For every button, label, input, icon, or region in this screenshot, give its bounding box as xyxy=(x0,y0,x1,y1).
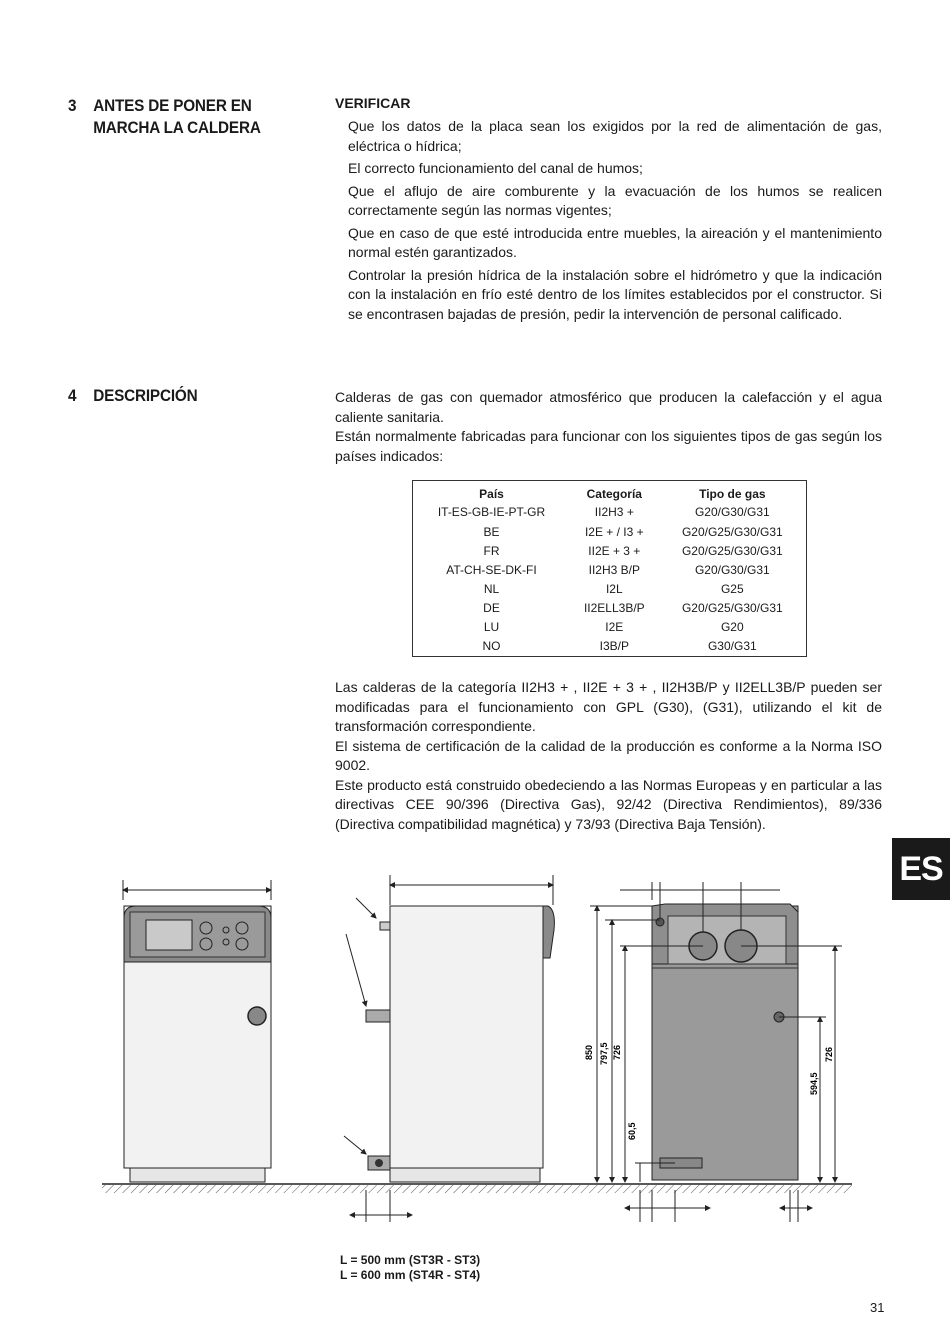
table-cell: II2H3 B/P xyxy=(588,562,640,577)
table-cell: AT-CH-SE-DK-FI xyxy=(446,562,537,577)
table-cell: G20/G30/G31 xyxy=(694,562,770,577)
description-body xyxy=(335,678,882,834)
table-cell: LU xyxy=(483,620,500,635)
dim-label: 797,5 xyxy=(599,1042,609,1065)
description-intro xyxy=(335,388,882,466)
verify-subheading: VERIFICAR xyxy=(335,95,411,111)
page-number: 31 xyxy=(870,1300,885,1315)
dim-label: 850 xyxy=(584,1044,594,1060)
column-header: País xyxy=(479,487,504,501)
table-cell: G20/G30/G31 xyxy=(694,505,770,520)
table-row xyxy=(413,637,807,657)
table-cell: NO xyxy=(482,639,501,654)
length-note: L = 500 mm (ST3R - ST3) xyxy=(340,1253,481,1267)
table-row xyxy=(413,599,807,618)
table-cell: NL xyxy=(483,581,500,596)
table-cell: G20 xyxy=(720,620,744,635)
table-cell: DE xyxy=(483,600,500,615)
section-3-title: ANTES DE PONER EN MARCHA LA CALDERA xyxy=(93,96,261,137)
column-header: Tipo de gas xyxy=(699,487,766,501)
verify-item: Controlar la presión hídrica de la instalación sobre el hidrómetro y que la indicación con la instalación en frío esté dentro de los límites establecidos por el constructor. Si se encontrasen bajadas de presión, pedir la intervención de personal calificado. xyxy=(348,266,882,322)
dim-label: 60,5 xyxy=(627,1122,637,1140)
dim-label: 594,5 xyxy=(809,1072,819,1095)
table-cell: II2H3 + xyxy=(594,505,634,520)
verify-item: Que los datos de la placa sean los exigidos por la red de alimentación de gas, eléctrica o hídrica; xyxy=(348,118,882,154)
table-row xyxy=(413,541,807,560)
table-row xyxy=(413,560,807,579)
table-cell: BE xyxy=(483,524,500,539)
gas-type-table xyxy=(412,480,807,657)
length-note: L = 600 mm (ST4R - ST4) xyxy=(340,1268,481,1282)
verify-item: Que el aflujo de aire comburente y la evacuación de los humos se realicen correctamente según las normas vigentes; xyxy=(348,182,882,218)
section-3-number: 3 xyxy=(68,96,77,115)
column-header: Categoría xyxy=(586,487,642,501)
dim-label: 726 xyxy=(612,1044,622,1060)
verify-item: El correcto funcionamiento del canal de humos; xyxy=(348,160,643,176)
verify-item: Que en caso de que esté introducida entre muebles, la aireación y el mantenimiento normal estén garantizados. xyxy=(348,224,882,260)
table-cell: I2E + / I3 + xyxy=(584,524,644,539)
table-cell: G30/G31 xyxy=(707,639,757,654)
side-view xyxy=(344,875,554,1222)
table-row xyxy=(413,522,807,541)
table-cell: G25 xyxy=(720,581,744,596)
table-cell: G20/G25/G30/G31 xyxy=(681,543,783,558)
table-cell: II2E + 3 + xyxy=(588,543,641,558)
table-cell: I3B/P xyxy=(599,639,629,654)
section-4-heading xyxy=(68,385,300,407)
table-header-row xyxy=(413,481,807,504)
boiler-dimension-drawing xyxy=(0,850,950,1230)
table-cell: I2L xyxy=(605,581,623,596)
floor xyxy=(102,1184,852,1193)
table-cell: IT-ES-GB-IE-PT-GR xyxy=(437,505,546,520)
front-view xyxy=(123,880,271,1182)
body-paragraph: El sistema de certificación de la calidad de la producción es conforme a la Norma ISO 9002. xyxy=(335,737,882,773)
section-3-heading xyxy=(68,95,300,139)
intro-paragraph: Calderas de gas con quemador atmosférico que producen la calefacción y el agua caliente sanitaria. xyxy=(335,389,882,425)
verify-list xyxy=(348,117,882,327)
intro-paragraph: Están normalmente fabricadas para funcionar con los siguientes tipos de gas según los países indicados: xyxy=(335,428,882,464)
table-cell: G20/G25/G30/G31 xyxy=(681,600,783,615)
table-cell: FR xyxy=(483,543,500,558)
dim-label: 726 xyxy=(824,1046,834,1062)
rear-view xyxy=(584,882,842,1222)
section-4-number: 4 xyxy=(68,386,77,405)
language-tab: ES xyxy=(892,838,950,900)
table-row xyxy=(413,503,807,522)
body-paragraph: Este producto está construido obedeciendo a las Normas Europeas y en particular a las directivas CEE 90/396 (Directiva Gas), 92/42 (Directiva Rendimientos), 89/336 (Directiva compatibilidad magnética) y 73/93 (Directiva Baja Tensión). xyxy=(335,776,882,832)
table-row xyxy=(413,579,807,598)
table-row xyxy=(413,618,807,637)
table-cell: G20/G25/G30/G31 xyxy=(681,524,783,539)
table-cell: I2E xyxy=(605,620,624,635)
section-4-title: DESCRIPCIÓN xyxy=(93,386,198,405)
table-cell: II2ELL3B/P xyxy=(583,600,645,615)
body-paragraph: Las calderas de la categoría II2H3 + , II2E + 3 + , II2H3B/P y II2ELL3B/P pueden ser modificadas para el funcionamiento con GPL (G30), (G31), utilizando el kit de transformación correspondiente. xyxy=(335,679,882,734)
